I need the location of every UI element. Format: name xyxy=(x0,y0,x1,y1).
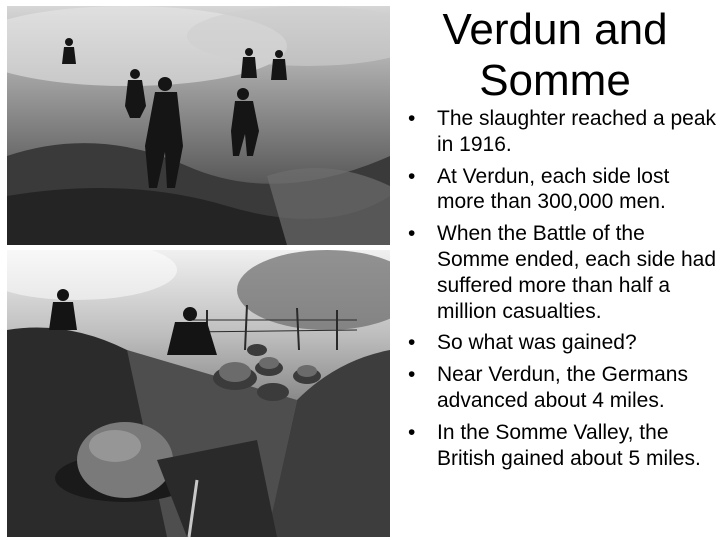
bullet-text: When the Battle of the Somme ended, each side had suffered more than half a million casualties. xyxy=(437,222,717,323)
bullet-text: Near Verdun, the Germans advanced about 4 miles. xyxy=(437,363,688,412)
bullet-text: In the Somme Valley, the British gained about 5 miles. xyxy=(437,420,701,470)
bullet-item xyxy=(408,221,718,324)
bullet-dot-icon: • xyxy=(408,420,416,444)
bullet-item xyxy=(408,164,718,216)
bullet-dot-icon: • xyxy=(408,222,416,246)
bullet-text: The slaughter reached a peak in 1916. xyxy=(437,107,717,156)
bullet-text: At Verdun, each side lost more than 300,000 men. xyxy=(437,164,670,214)
bullet-dot-icon: • xyxy=(408,107,416,130)
bullet-dot-icon: • xyxy=(408,363,416,387)
slide-title xyxy=(400,4,710,106)
bullet-dot-icon: • xyxy=(408,331,416,355)
trench-photo-icon xyxy=(7,250,390,537)
photo-soldiers-in-trench xyxy=(7,250,390,537)
bullet-text: So what was gained? xyxy=(437,331,637,355)
slide-title-line-1: Verdun and xyxy=(442,5,668,54)
bullet-item xyxy=(408,330,718,356)
bullet-item xyxy=(408,420,718,472)
bullet-item xyxy=(408,106,718,158)
bullet-dot-icon: • xyxy=(408,164,416,188)
battlefield-photo-icon xyxy=(7,6,390,245)
slide-title-line-2: Somme xyxy=(479,56,631,105)
bullet-item xyxy=(408,362,718,414)
bullet-list xyxy=(408,106,718,477)
photo-soldiers-advancing xyxy=(7,6,390,245)
